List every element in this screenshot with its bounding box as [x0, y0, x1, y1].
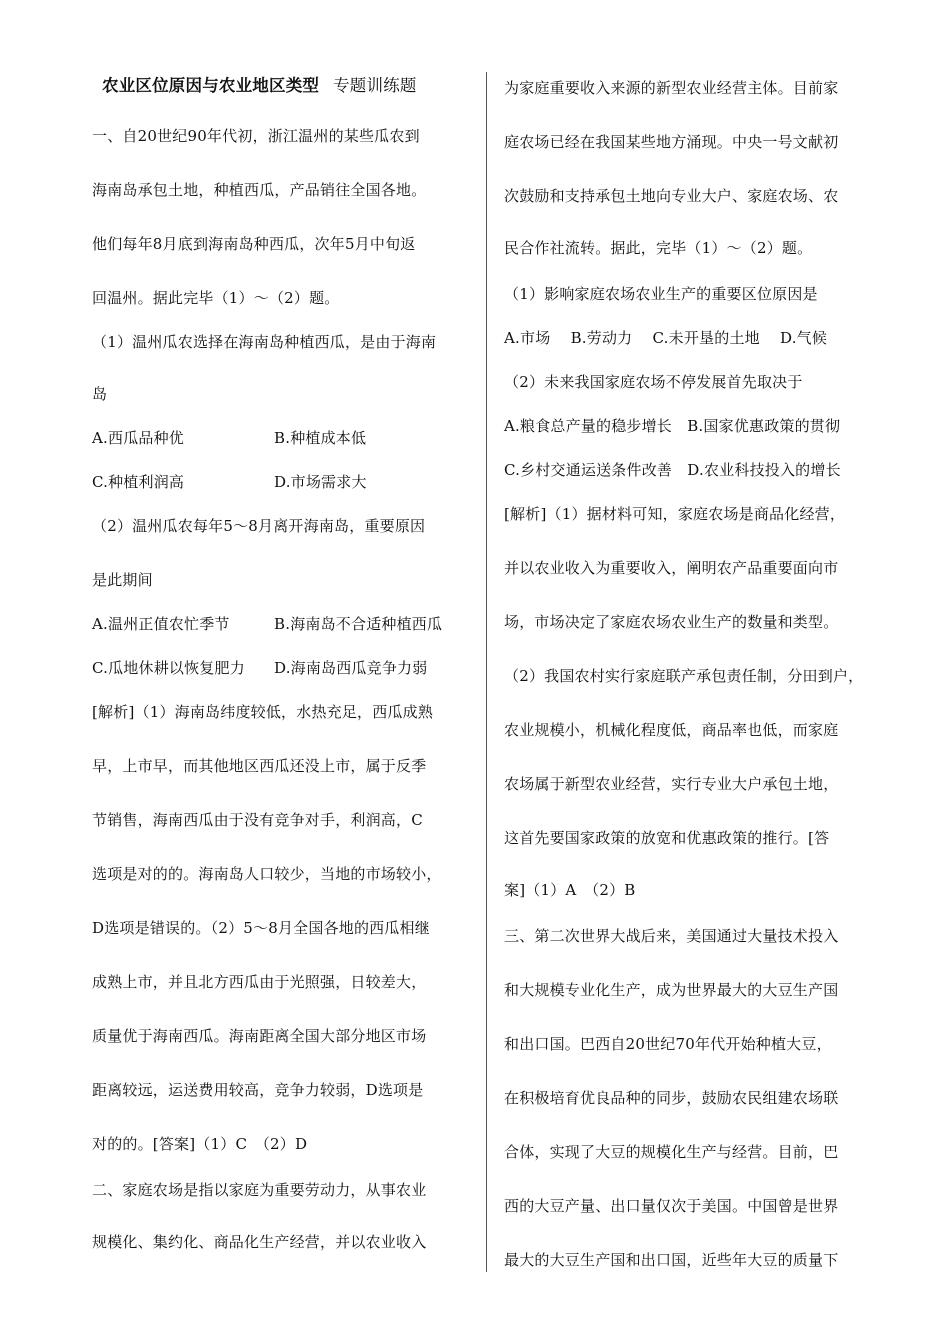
text-line: 早，上市早，而其他地区西瓜还没上市，属于反季 — [92, 757, 427, 775]
text-line: 民合作社流转。据此，完毕（1）～（2）题。 — [504, 239, 813, 257]
page-title — [102, 76, 417, 96]
text-line: 海南岛承包土地，种植西瓜，产品销往全国各地。 — [92, 181, 427, 199]
title-sub: 专题训练题 — [333, 76, 417, 95]
text-line: [解析]（1）海南岛纬度较低，水热充足，西瓜成熟 — [92, 703, 434, 721]
text-line: [解析]（1）据材料可知，家庭农场是商品化经营， — [504, 505, 846, 523]
q1-options: A.市场 B.劳动力 C.未开垦的土地 D.气候 — [504, 329, 828, 347]
text-line: 合体，实现了大豆的规模化生产与经营。目前，巴 — [504, 1143, 839, 1161]
text-line: 西的大豆产量、出口量仅次于美国。中国曾是世界 — [504, 1197, 839, 1215]
text-line: 农场属于新型农业经营，实行专业大户承包土地， — [504, 775, 839, 793]
text-line: 二、家庭农场是指以家庭为重要劳动力，从事农业 — [92, 1181, 427, 1199]
text-line: 庭农场已经在我国某些地方涌现。中央一号文献初 — [504, 133, 839, 151]
text-line: （2）未来我国家庭农场不停发展首先取决于 — [504, 373, 803, 391]
text-line: 和大规模专业化生产，成为世界最大的大豆生产国 — [504, 981, 839, 999]
text-line: （1）影响家庭农场农业生产的重要区位原因是 — [504, 285, 818, 303]
text-line: 场，市场决定了家庭农场农业生产的数量和类型。 — [504, 613, 839, 631]
text-line: 距离较远，运送费用较高，竞争力较弱，D选项是 — [92, 1081, 424, 1099]
text-line: 三、第二次世界大战后来，美国通过大量技术投入 — [504, 927, 839, 945]
text-line: 节销售，海南西瓜由于没有竞争对手，利润高，C — [92, 811, 423, 829]
q2-option-b: B.海南岛不合适种植西瓜 — [274, 615, 443, 633]
q2-option-c: C.瓜地休耕以恢复肥力 — [92, 659, 245, 677]
q1-option-b: B.种植成本低 — [274, 429, 367, 447]
text-line: 回温州。据此完毕（1）～（2）题。 — [92, 289, 340, 307]
q2-option-d: D.海南岛西瓜竞争力弱 — [274, 659, 428, 677]
text-line: 他们每年8月底到海南岛种西瓜，次年5月中旬返 — [92, 235, 416, 253]
text-line: 成熟上市，并且北方西瓜由于光照强，日较差大， — [92, 973, 427, 991]
text-line: 在积极培育优良品种的同步，鼓励农民组建农场联 — [504, 1089, 839, 1107]
text-line: （2）我国农村实行家庭联产承包责任制，分田到户， — [504, 667, 864, 685]
text-line: 岛 — [92, 385, 108, 403]
q2-option-a: A.温州正值农忙季节 — [92, 615, 230, 633]
title-main: 农业区位原因与农业地区类型 — [102, 76, 320, 95]
text-line: 次鼓励和支持承包土地向专业大户、家庭农场、农 — [504, 187, 839, 205]
text-line: 并以农业收入为重要收入，阐明农产品重要面向市 — [504, 559, 839, 577]
text-line: 一、自20世纪90年代初，浙江温州的某些瓜农到 — [92, 127, 420, 145]
text-line: 和出口国。巴西自20世纪70年代开始种植大豆， — [504, 1035, 832, 1053]
q2-options-row-2: C.乡村交通运送条件改善 D.农业科技投入的增长 — [504, 461, 841, 479]
text-line: （2）温州瓜农每年5～8月离开海南岛，重要原因 — [92, 517, 426, 535]
q1-option-c: C.种植利润高 — [92, 473, 185, 491]
text-line: 是此期间 — [92, 571, 153, 589]
q1-option-a: A.西瓜品种优 — [92, 429, 185, 447]
q1-option-d: D.市场需求大 — [274, 473, 367, 491]
text-line: 最大的大豆生产国和出口国，近些年大豆的质量下 — [504, 1251, 839, 1269]
column-divider — [486, 72, 487, 1272]
text-line: 规模化、集约化、商品化生产经营，并以农业收入 — [92, 1233, 427, 1251]
text-line: 质量优于海南西瓜。海南距离全国大部分地区市场 — [92, 1027, 427, 1045]
text-line: （1）温州瓜农选择在海南岛种植西瓜，是由于海南 — [92, 333, 437, 351]
text-line: 选项是对的的。海南岛人口较少，当地的市场较小， — [92, 865, 442, 883]
text-line: 对的的。[答案]（1）C （2）D — [92, 1135, 308, 1153]
text-line: 农业规模小，机械化程度低，商品率也低，而家庭 — [504, 721, 839, 739]
text-line: 这首先要国家政策的放宽和优惠政策的推行。[答 — [504, 829, 830, 847]
text-line: 案]（1）A （2）B — [504, 881, 636, 899]
text-line: D选项是错误的。（2）5～8月全国各地的西瓜相继 — [92, 919, 430, 937]
q2-options-row-1: A.粮食总产量的稳步增长 B.国家优惠政策的贯彻 — [504, 417, 841, 435]
text-line: 为家庭重要收入来源的新型农业经营主体。目前家 — [504, 79, 839, 97]
